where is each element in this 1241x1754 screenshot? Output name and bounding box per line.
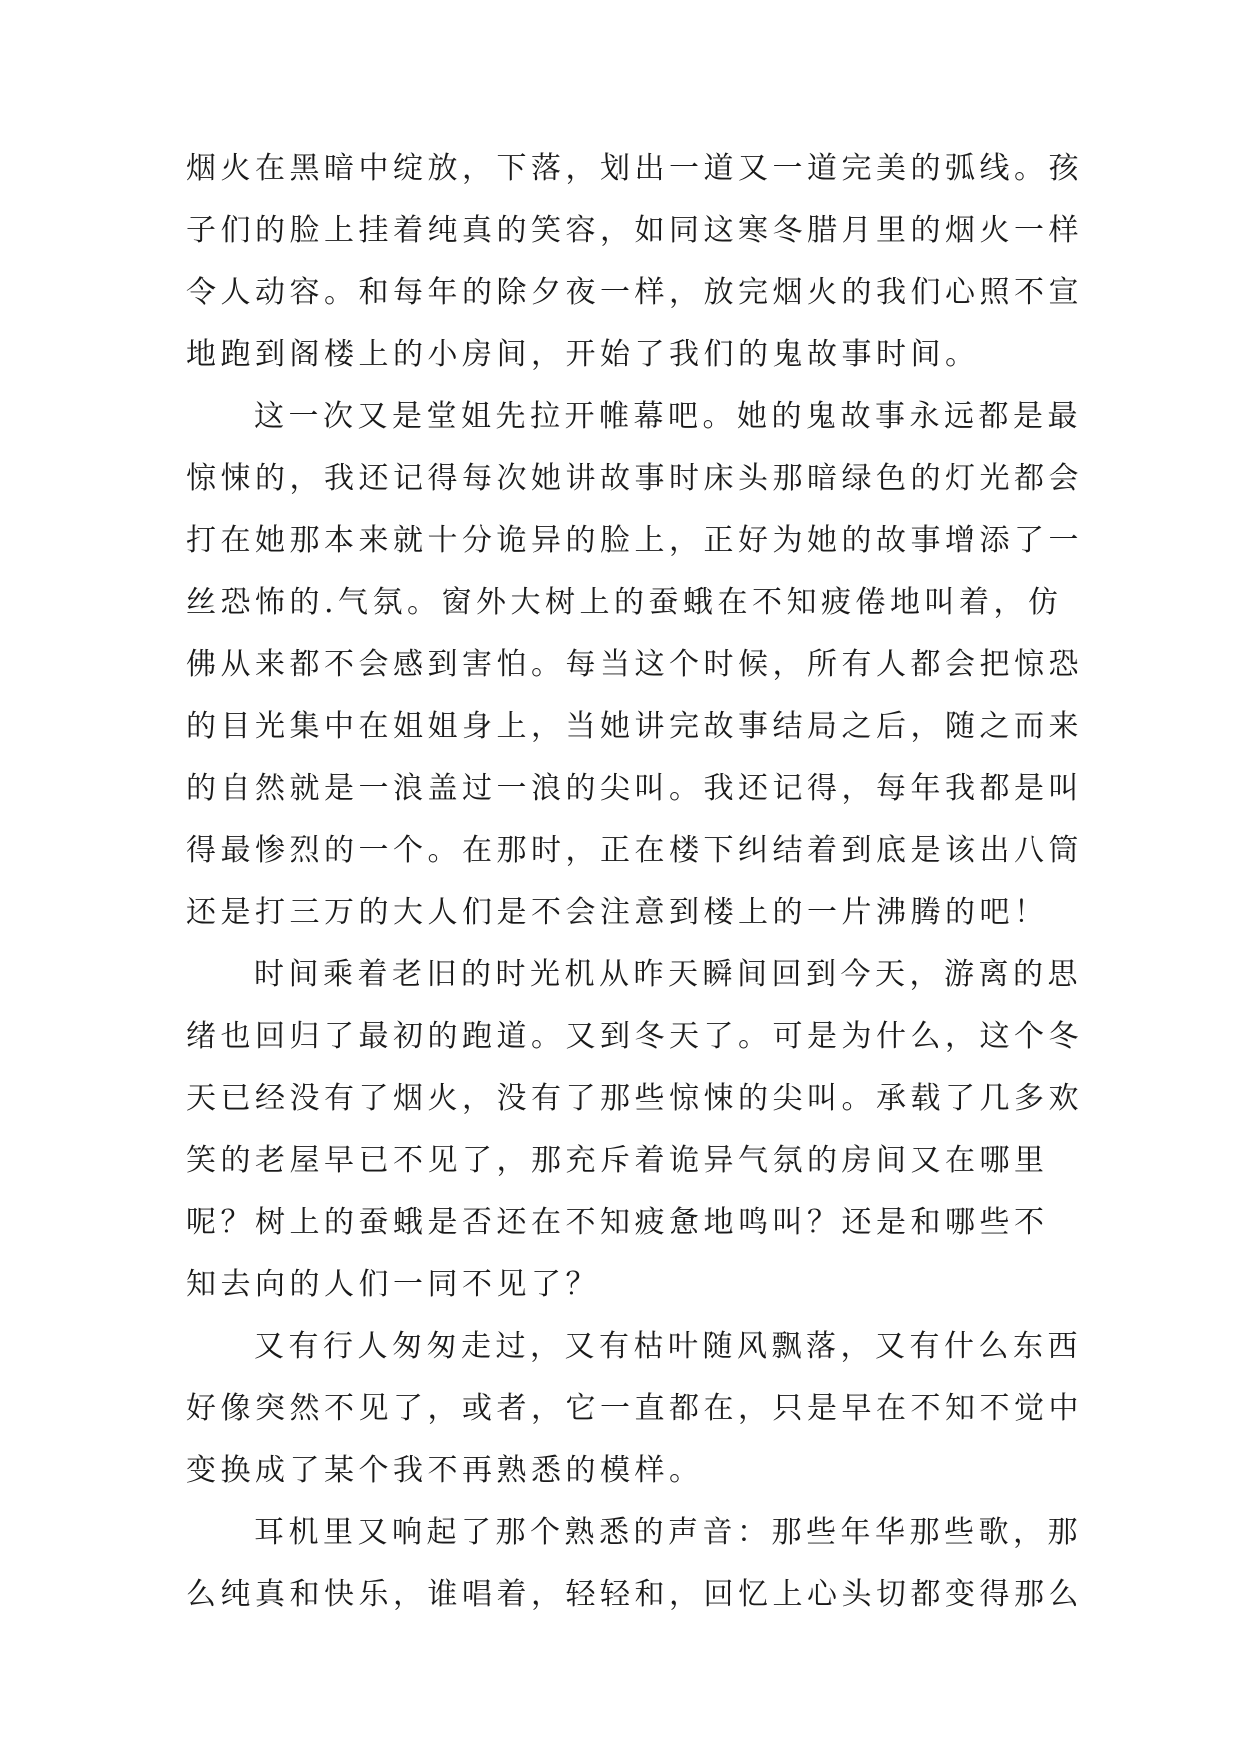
text-line: 知去向的人们一同不见了？ <box>186 1267 600 1302</box>
text-line: 烟火在黑暗中绽放，下落，划出一道又一道完美的弧线。孩 <box>186 151 1083 186</box>
paragraph-first-line: 这一次又是堂姐先拉开帷幕吧。她的鬼故事永远都是最 <box>254 399 1082 434</box>
text-line: 地跑到阁楼上的小房间，开始了我们的鬼故事时间。 <box>186 337 980 372</box>
text-line: 好像突然不见了，或者，它一直都在，只是早在不知不觉中 <box>186 1391 1083 1426</box>
text-line: 子们的脸上挂着纯真的笑容，如同这寒冬腊月里的烟火一样 <box>186 213 1083 248</box>
text-line: 呢？树上的蚕蛾是否还在不知疲惫地鸣叫？还是和哪些不 <box>186 1205 1049 1240</box>
paragraph-first-line: 时间乘着老旧的时光机从昨天瞬间回到今天，游离的思 <box>254 957 1082 992</box>
paragraph-first-line: 耳机里又响起了那个熟悉的声音：那些年华那些歌，那 <box>254 1515 1082 1550</box>
text-line: 笑的老屋早已不见了，那充斥着诡异气氛的房间又在哪里 <box>186 1143 1049 1178</box>
text-line: 么纯真和快乐，谁唱着，轻轻和，回忆上心头切都变得那么 <box>186 1577 1083 1612</box>
text-line: 佛从来都不会感到害怕。每当这个时候，所有人都会把惊恐 <box>186 647 1083 682</box>
text-line: 绪也回归了最初的跑道。又到冬天了。可是为什么，这个冬 <box>186 1019 1083 1054</box>
text-line: 还是打三万的大人们是不会注意到楼上的一片沸腾的吧！ <box>186 895 1049 930</box>
text-line: 丝恐怖的.气氛。窗外大树上的蚕蛾在不知疲倦地叫着，仿 <box>186 585 1063 620</box>
text-line: 变换成了某个我不再熟悉的模样。 <box>186 1453 704 1488</box>
text-line: 的目光集中在姐姐身上，当她讲完故事结局之后，随之而来 <box>186 709 1083 744</box>
text-line: 惊悚的，我还记得每次她讲故事时床头那暗绿色的灯光都会 <box>186 461 1083 496</box>
text-line: 天已经没有了烟火，没有了那些惊悚的尖叫。承载了几多欢 <box>186 1081 1083 1116</box>
paragraph-first-line: 又有行人匆匆走过，又有枯叶随风飘落，又有什么东西 <box>254 1329 1082 1364</box>
text-line: 的自然就是一浪盖过一浪的尖叫。我还记得，每年我都是叫 <box>186 771 1083 806</box>
article-body <box>186 138 1083 1626</box>
text-line: 得最惨烈的一个。在那时，正在楼下纠结着到底是该出八筒 <box>186 833 1083 868</box>
text-line: 打在她那本来就十分诡异的脸上，正好为她的故事增添了一 <box>186 523 1083 558</box>
text-line: 令人动容。和每年的除夕夜一样，放完烟火的我们心照不宣 <box>186 275 1083 310</box>
